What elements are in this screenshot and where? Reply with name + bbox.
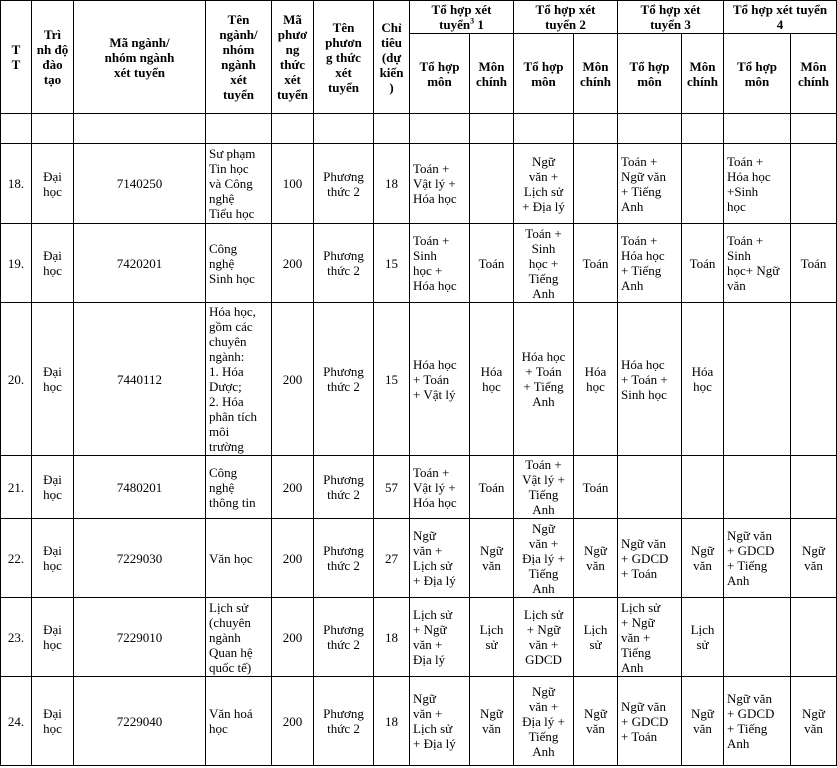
- cell-quota: 18: [374, 677, 410, 766]
- cell-row-number: 18.: [1, 144, 32, 224]
- cell-main-subject-2: Ngữ văn: [574, 519, 618, 598]
- cell-combination-1: Lịch sử + Ngữ văn + Địa lý: [410, 598, 470, 677]
- cell-combination-3: Hóa học + Toán + Sinh học: [618, 303, 682, 456]
- cell-combination-4: [724, 598, 791, 677]
- cell-method-name: Phương thức 2: [314, 303, 374, 456]
- table-row: [1, 456, 837, 519]
- cell-quota: 15: [374, 224, 410, 303]
- cell-main-subject-2: Toán: [574, 456, 618, 519]
- cell-combination-1: Ngữ văn + Lịch sử + Địa lý: [410, 677, 470, 766]
- cell-main-subject-3: Hóa học: [682, 303, 724, 456]
- table-header: [1, 1, 837, 114]
- cell-combination-2: Lịch sử + Ngữ văn + GDCD: [514, 598, 574, 677]
- cell-main-subject-3: [682, 456, 724, 519]
- cell-combination-3: Ngữ văn + GDCD + Toán: [618, 677, 682, 766]
- cell-main-subject-4: [791, 456, 837, 519]
- col-header-tt: T T: [1, 1, 32, 114]
- cell-method-name: Phương thức 2: [314, 224, 374, 303]
- cell-combination-4: Ngữ văn + GDCD + Tiếng Anh: [724, 519, 791, 598]
- cell-main-subject-3: [682, 144, 724, 224]
- col-header-ma-nganh: Mã ngành/ nhóm ngành xét tuyển: [74, 1, 206, 114]
- col-header-trinh-do: Trì nh độ đào tạo: [32, 1, 74, 114]
- cell-combination-2: Ngữ văn + Lịch sử + Địa lý: [514, 144, 574, 224]
- cell-main-subject-1: Hóa học: [470, 303, 514, 456]
- cell-combination-1: Hóa học + Toán + Vật lý: [410, 303, 470, 456]
- sub-header-mon-chinh: Môn chính: [791, 34, 837, 114]
- cell-method-name: Phương thức 2: [314, 456, 374, 519]
- cell-method-code: 200: [272, 456, 314, 519]
- cell-combination-4: Ngữ văn + GDCD + Tiếng Anh: [724, 677, 791, 766]
- cell-education-level: Đại học: [32, 598, 74, 677]
- group-header-1: [410, 1, 514, 34]
- cell-main-subject-4: Ngữ văn: [791, 519, 837, 598]
- cell-combination-1: Toán + Vật lý + Hóa học: [410, 144, 470, 224]
- cell-method-code: 200: [272, 598, 314, 677]
- cell-major-code: 7440112: [74, 303, 206, 456]
- col-header-ten-phuong-thuc: Tên phươn g thức xét tuyển: [314, 1, 374, 114]
- cell-combination-3: Toán + Hóa học + Tiếng Anh: [618, 224, 682, 303]
- table-row: [1, 677, 837, 766]
- cell-main-subject-4: [791, 598, 837, 677]
- cell-method-name: Phương thức 2: [314, 144, 374, 224]
- cell-combination-3: Lịch sử + Ngữ văn + Tiếng Anh: [618, 598, 682, 677]
- sub-header-mon-chinh: Môn chính: [470, 34, 514, 114]
- sub-header-mon-chinh: Môn chính: [574, 34, 618, 114]
- cell-main-subject-3: Ngữ văn: [682, 677, 724, 766]
- cell-main-subject-4: [791, 144, 837, 224]
- sub-header-mon-chinh: Môn chính: [682, 34, 724, 114]
- cell-major-code: 7420201: [74, 224, 206, 303]
- sub-header-to-hop: Tổ hợp môn: [724, 34, 791, 114]
- cell-method-name: Phương thức 2: [314, 519, 374, 598]
- cell-main-subject-3: Toán: [682, 224, 724, 303]
- group-header-2: Tổ hợp xét tuyển 2: [514, 1, 618, 34]
- group-header-1-label: Tổ hợp xét tuyển: [431, 2, 492, 32]
- sub-header-to-hop: Tổ hợp môn: [410, 34, 470, 114]
- cell-main-subject-1: Toán: [470, 224, 514, 303]
- cell-major-code: 7229030: [74, 519, 206, 598]
- cell-method-name: Phương thức 2: [314, 677, 374, 766]
- cell-education-level: Đại học: [32, 303, 74, 456]
- cell-major-name: Văn học: [206, 519, 272, 598]
- cell-combination-4: [724, 303, 791, 456]
- cell-main-subject-2: Ngữ văn: [574, 677, 618, 766]
- cell-main-subject-2: Hóa học: [574, 303, 618, 456]
- cell-combination-2: Ngữ văn + Địa lý + Tiếng Anh: [514, 677, 574, 766]
- cell-major-name: Sư phạm Tin học và Công nghệ Tiểu học: [206, 144, 272, 224]
- cell-main-subject-2: Toán: [574, 224, 618, 303]
- empty-spacer-row: [1, 114, 837, 144]
- cell-row-number: 20.: [1, 303, 32, 456]
- cell-quota: 18: [374, 144, 410, 224]
- cell-education-level: Đại học: [32, 144, 74, 224]
- cell-combination-4: [724, 456, 791, 519]
- cell-major-name: Công nghệ Sinh học: [206, 224, 272, 303]
- cell-main-subject-2: Lịch sử: [574, 598, 618, 677]
- col-header-ma-phuong-thuc: Mã phươ ng thức xét tuyển: [272, 1, 314, 114]
- table-row: [1, 144, 837, 224]
- sub-header-to-hop: Tổ hợp môn: [618, 34, 682, 114]
- cell-quota: 18: [374, 598, 410, 677]
- cell-major-code: 7229040: [74, 677, 206, 766]
- cell-main-subject-1: Ngữ văn: [470, 519, 514, 598]
- cell-combination-3: [618, 456, 682, 519]
- cell-main-subject-1: Ngữ văn: [470, 677, 514, 766]
- group-header-1-suffix: 1: [474, 17, 484, 32]
- cell-quota: 27: [374, 519, 410, 598]
- cell-major-name: Công nghệ thông tin: [206, 456, 272, 519]
- cell-method-code: 200: [272, 224, 314, 303]
- table-row: [1, 598, 837, 677]
- table-row: [1, 224, 837, 303]
- cell-main-subject-1: Lịch sử: [470, 598, 514, 677]
- cell-combination-4: Toán + Hóa học +Sinh học: [724, 144, 791, 224]
- cell-combination-2: Hóa học + Toán + Tiếng Anh: [514, 303, 574, 456]
- cell-major-code: 7140250: [74, 144, 206, 224]
- cell-combination-3: Ngữ văn + GDCD + Toán: [618, 519, 682, 598]
- col-header-chi-tieu: Chỉ tiêu (dự kiến ): [374, 1, 410, 114]
- cell-combination-4: Toán + Sinh học+ Ngữ văn: [724, 224, 791, 303]
- cell-combination-2: Toán + Vật lý + Tiếng Anh: [514, 456, 574, 519]
- cell-row-number: 21.: [1, 456, 32, 519]
- cell-method-code: 200: [272, 677, 314, 766]
- cell-major-name: Hóa học, gồm các chuyên ngành: 1. Hóa Dược; 2. Hóa phân tích môi trường: [206, 303, 272, 456]
- cell-education-level: Đại học: [32, 677, 74, 766]
- table-row: [1, 519, 837, 598]
- cell-main-subject-3: Lịch sử: [682, 598, 724, 677]
- sub-header-to-hop: Tổ hợp môn: [514, 34, 574, 114]
- cell-row-number: 24.: [1, 677, 32, 766]
- cell-combination-1: Ngữ văn + Lịch sử + Địa lý: [410, 519, 470, 598]
- table-row: [1, 303, 837, 456]
- group-header-1-footnote: 3: [470, 16, 475, 26]
- cell-method-code: 100: [272, 144, 314, 224]
- cell-main-subject-1: Toán: [470, 456, 514, 519]
- cell-method-name: Phương thức 2: [314, 598, 374, 677]
- cell-major-name: Văn hoá học: [206, 677, 272, 766]
- cell-major-name: Lịch sử (chuyên ngành Quan hệ quốc tế): [206, 598, 272, 677]
- group-header-3: Tổ hợp xét tuyển 3: [618, 1, 724, 34]
- cell-combination-1: Toán + Sinh học + Hóa học: [410, 224, 470, 303]
- cell-combination-2: Ngữ văn + Địa lý + Tiếng Anh: [514, 519, 574, 598]
- table-body: [1, 114, 837, 766]
- cell-major-code: 7480201: [74, 456, 206, 519]
- cell-quota: 57: [374, 456, 410, 519]
- cell-main-subject-4: Toán: [791, 224, 837, 303]
- group-header-4: Tổ hợp xét tuyển 4: [724, 1, 837, 34]
- cell-method-code: 200: [272, 519, 314, 598]
- cell-row-number: 22.: [1, 519, 32, 598]
- cell-main-subject-3: Ngữ văn: [682, 519, 724, 598]
- cell-main-subject-2: [574, 144, 618, 224]
- cell-main-subject-1: [470, 144, 514, 224]
- cell-major-code: 7229010: [74, 598, 206, 677]
- cell-combination-3: Toán + Ngữ văn + Tiếng Anh: [618, 144, 682, 224]
- cell-education-level: Đại học: [32, 224, 74, 303]
- cell-row-number: 19.: [1, 224, 32, 303]
- cell-method-code: 200: [272, 303, 314, 456]
- cell-combination-1: Toán + Vật lý + Hóa học: [410, 456, 470, 519]
- cell-quota: 15: [374, 303, 410, 456]
- cell-combination-2: Toán + Sinh học + Tiếng Anh: [514, 224, 574, 303]
- col-header-ten-nganh: Tên ngành/ nhóm ngành xét tuyển: [206, 1, 272, 114]
- cell-main-subject-4: Ngữ văn: [791, 677, 837, 766]
- cell-education-level: Đại học: [32, 456, 74, 519]
- cell-main-subject-4: [791, 303, 837, 456]
- cell-row-number: 23.: [1, 598, 32, 677]
- cell-education-level: Đại học: [32, 519, 74, 598]
